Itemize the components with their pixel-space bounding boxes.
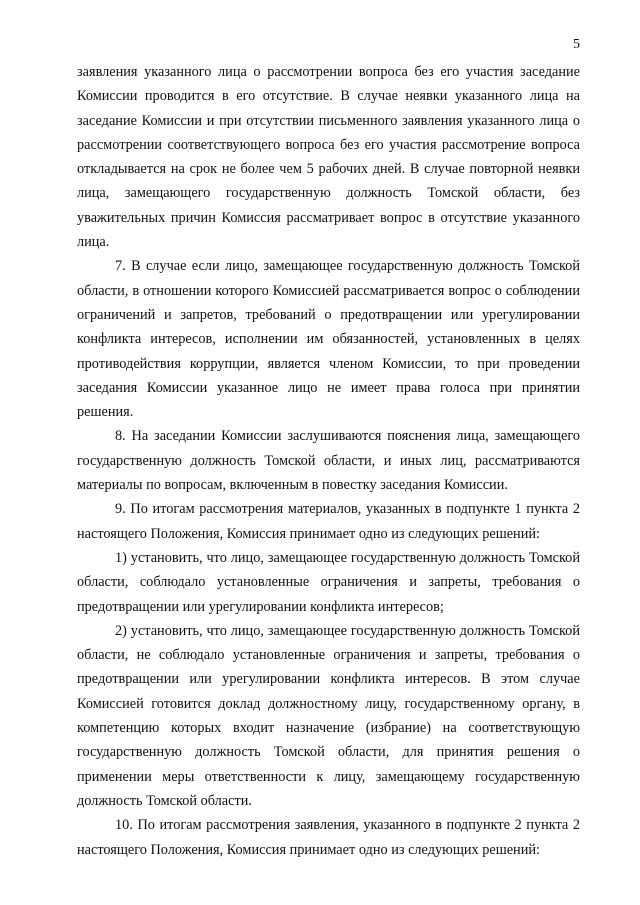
paragraph-continuation: заявления указанного лица о рассмотрении вопроса без его участия заседание Комиссии проводится в его отсутствие. В случае неявки указанного лица на заседание Комиссии и при отсутствии письменного заявления указанного лица о рассмотрении соответствующего вопроса без его участия рассмотрение вопроса откладывается на срок не более чем 5 рабочих дней. В случае повторной неявки лица, замещающего государственную должность Томской области, без уважительных причин Комиссия рассматривает вопрос в отсутствие указанного лица.: [77, 64, 580, 251]
paragraph-item-7: 7. В случае если лицо, замещающее государственную должность Томской области, в отношении которого Комиссией рассматривается вопрос о соблюдении ограничений и запретов, требований о предотвращении или урегулировании конфликта интересов, исполнении им обязанностей, установленных в целях противодействия коррупции, является членом Комиссии, то при проведении заседания Комиссии указанное лицо не имеет права голоса при принятии решения.: [77, 258, 580, 421]
paragraph-item-10: 10. По итогам рассмотрения заявления, указанного в подпункте 2 пункта 2 настоящего Положения, Комиссия принимает одно из следующих решений:: [77, 817, 580, 858]
paragraph-subitem-2: 2) установить, что лицо, замещающее государственную должность Томской области, не соблюдало установленные ограничения и запреты, требования о предотвращении или урегулировании конфликта интересов. В этом случае Комиссией готовится доклад должностному лицу, государственному органу, в компетенцию которых входит назначение (избрание) на соответствующую государственную должность Томской области, для принятия решения о применении меры ответственности к лицу, замещающему государственную должность Томской области.: [77, 622, 580, 809]
page-number: 5: [573, 37, 580, 52]
paragraph-subitem-1: 1) установить, что лицо, замещающее государственную должность Томской области, соблюдало установленные ограничения и запреты, требования о предотвращении или урегулировании конфликта интересов;: [77, 549, 580, 615]
paragraph-item-9: 9. По итогам рассмотрения материалов, указанных в подпункте 1 пункта 2 настоящего Положения, Комиссия принимает одно из следующих решений:: [77, 501, 580, 542]
document-body: [77, 60, 580, 862]
paragraph-item-8: 8. На заседании Комиссии заслушиваются пояснения лица, замещающего государственную должность Томской области, и иных лиц, рассматриваются материалы по вопросам, включенным в повестку заседания Комиссии.: [77, 428, 580, 494]
